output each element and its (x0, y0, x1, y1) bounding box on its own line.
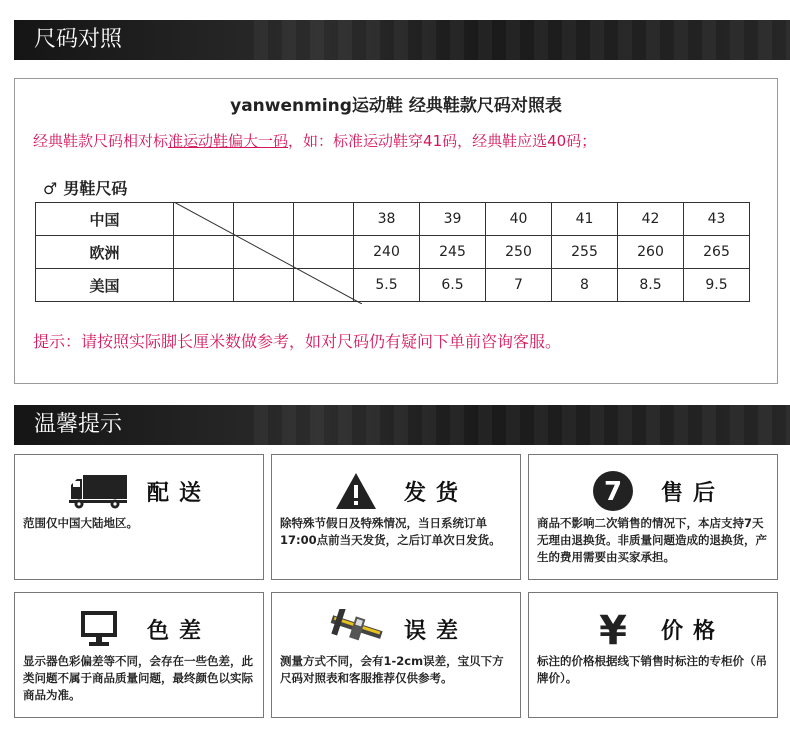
size-cell: 7 (486, 269, 552, 302)
size-cell: 6.5 (420, 269, 486, 302)
warning-icon (324, 469, 388, 513)
card-title: 发货 (403, 480, 468, 506)
card-text: 标注的价格根据线下销售时标注的专柜价（吊牌价）。 (537, 654, 767, 685)
card-title: 色差 (146, 618, 211, 644)
size-table (35, 202, 750, 302)
size-cell: 5.5 (354, 269, 420, 302)
size-cell: 250 (486, 236, 552, 269)
size-chart-banner-title: 尺码对照 (34, 27, 123, 52)
size-chart-title: yanwenming运动鞋 经典鞋款尺码对照表 (230, 96, 562, 116)
row-label: 美国 (36, 269, 174, 302)
truck-icon (67, 469, 131, 513)
blank-cell (294, 236, 354, 269)
card-title: 配送 (146, 480, 211, 506)
blank-cell (174, 236, 234, 269)
table-row (36, 269, 750, 302)
size-note-part1: 经典鞋款尺码相对标 (33, 132, 169, 150)
error-card (271, 592, 521, 718)
size-cell: 9.5 (684, 269, 750, 302)
delivery-card (14, 454, 264, 580)
size-cell: 240 (354, 236, 420, 269)
row-label: 中国 (36, 203, 174, 236)
blank-cell (174, 203, 234, 236)
yen-icon (581, 607, 645, 651)
price-card (528, 592, 778, 718)
seven-icon (581, 469, 645, 513)
blank-cell (234, 269, 294, 302)
size-cell: 39 (420, 203, 486, 236)
size-cell: 38 (354, 203, 420, 236)
male-size-heading (43, 176, 127, 199)
card-text: 显示器色彩偏差等不同，会存在一些色差，此类问题不属于商品质量问题，最终颜色以实际商品为准。 (23, 654, 253, 702)
card-title: 价格 (660, 618, 725, 644)
size-note-part3: ，如：标准运动鞋穿41码，经典鞋应选40码； (288, 132, 597, 150)
yen-symbol: ¥ (599, 608, 627, 650)
blank-cell (174, 269, 234, 302)
size-chart-panel (14, 78, 778, 384)
card-text: 除特殊节假日及特殊情况，当日系统订单17:00点前当天发货，之后订单次日发货。 (280, 516, 501, 547)
size-cell: 265 (684, 236, 750, 269)
row-label: 欧洲 (36, 236, 174, 269)
blank-cell (234, 236, 294, 269)
size-tip: 提示：请按照实际脚长厘米数做参考，如对尺码仍有疑问下单前咨询客服。 (33, 332, 562, 351)
tips-banner-title: 温馨提示 (34, 412, 123, 437)
male-icon: ♂ (43, 179, 58, 198)
size-cell: 42 (618, 203, 684, 236)
card-title: 售后 (660, 480, 725, 506)
size-cell: 245 (420, 236, 486, 269)
size-note-part2: 准运动鞋偏大一码 (168, 132, 289, 150)
card-text: 范围仅中国大陆地区。 (23, 516, 138, 530)
blank-cell (234, 203, 294, 236)
tips-banner (14, 405, 790, 445)
table-row (36, 236, 750, 269)
after-sales-card (528, 454, 778, 580)
card-text: 商品不影响二次销售的情况下，本店支持7天无理由退换货。非质量问题造成的退换货，产生的费用需要由买家承担。 (537, 516, 767, 564)
table-row (36, 203, 750, 236)
card-title: 误差 (403, 618, 468, 644)
size-cell: 40 (486, 203, 552, 236)
size-cell: 8.5 (618, 269, 684, 302)
male-size-label: 男鞋尺码 (63, 179, 128, 198)
size-cell: 8 (552, 269, 618, 302)
seven-digit: 7 (603, 477, 623, 507)
size-cell: 41 (552, 203, 618, 236)
shipping-card (271, 454, 521, 580)
size-chart-banner (14, 20, 790, 60)
blank-cell (294, 203, 354, 236)
size-cell: 260 (618, 236, 684, 269)
caliper-icon (324, 607, 388, 651)
size-cell: 43 (684, 203, 750, 236)
size-cell: 255 (552, 236, 618, 269)
blank-cell (294, 269, 354, 302)
color-diff-card (14, 592, 264, 718)
monitor-icon (67, 607, 131, 651)
size-note (33, 130, 596, 151)
card-text: 测量方式不同，会有1-2cm误差，宝贝下方尺码对照表和客服推荐仅供参考。 (280, 654, 504, 685)
